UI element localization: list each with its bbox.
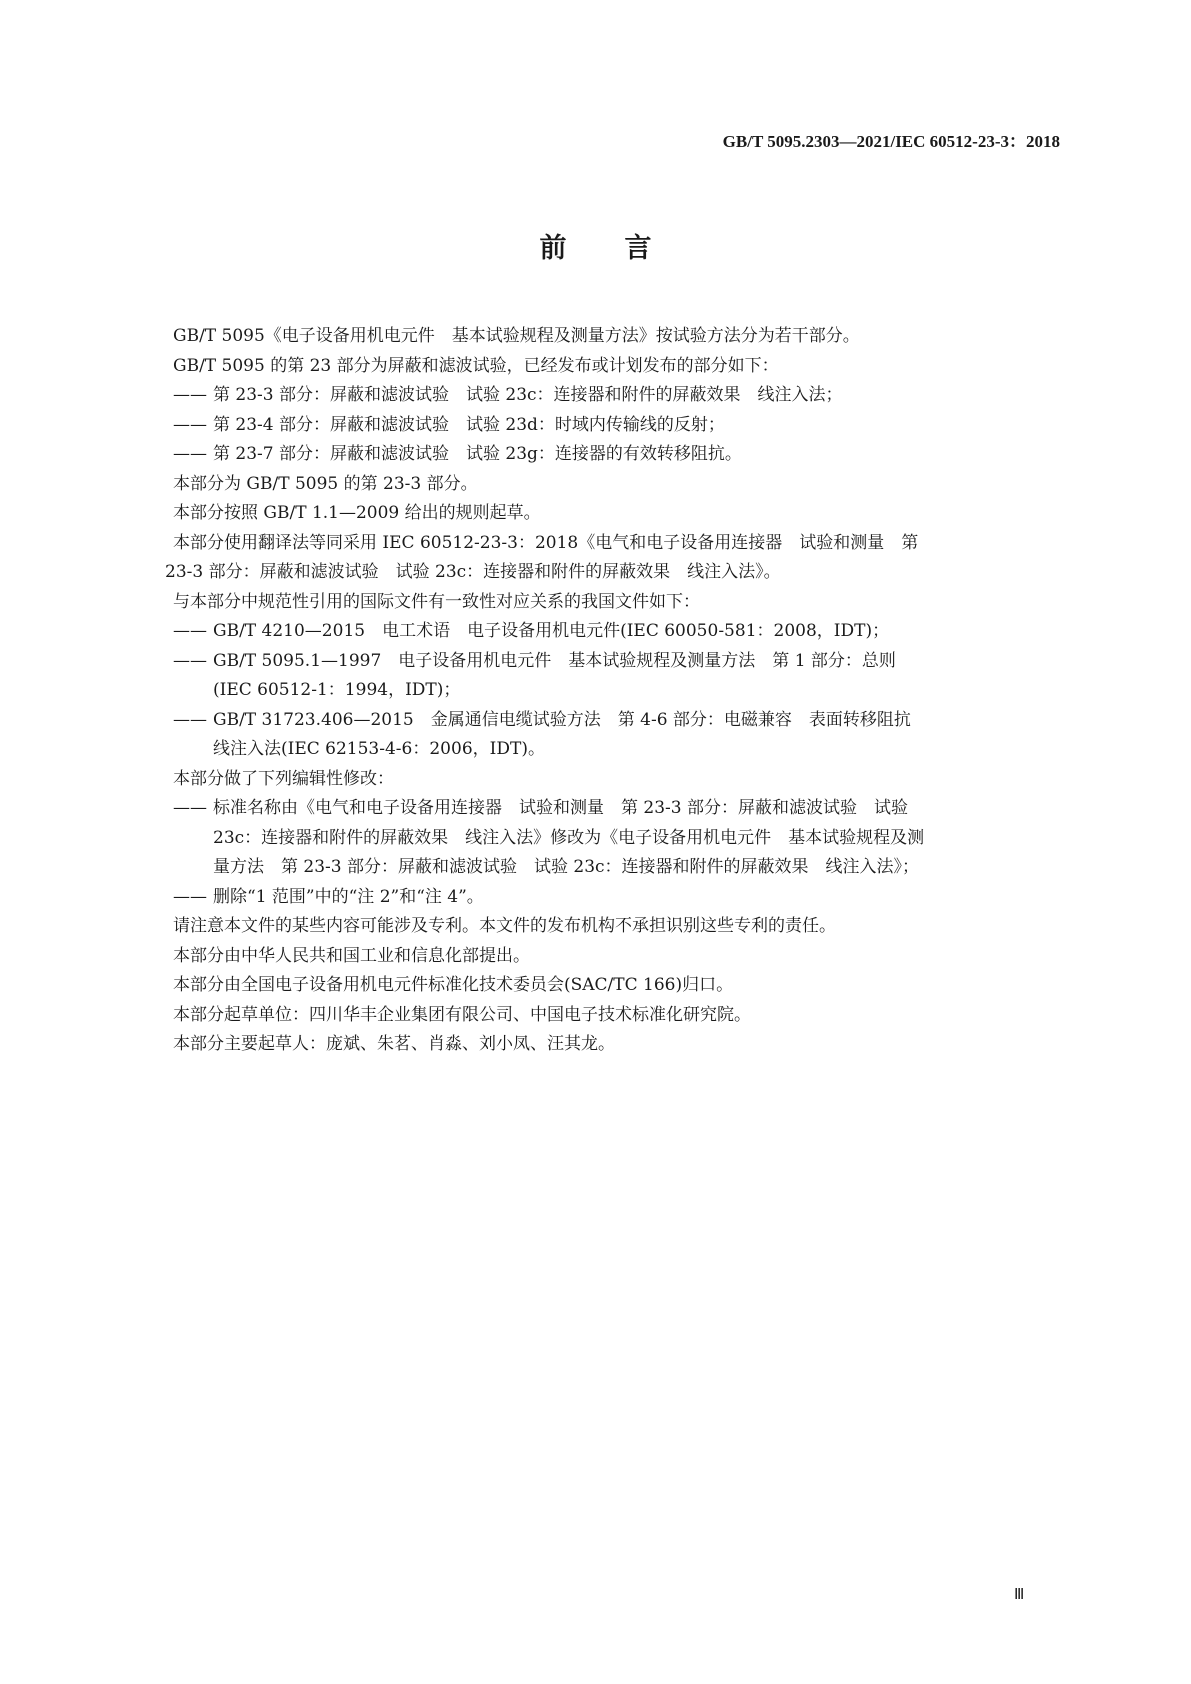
paragraph: 本部分使用翻译法等同采用 IEC 60512-23-3：2018《电气和电子设备用连接器 试验和测量 第 xyxy=(173,532,919,553)
list-item-text: 删除“1 范围”中的“注 2”和“注 4”。 xyxy=(213,886,484,907)
standard-id: GB/T 5095.2303—2021/IEC 60512-23-3：2018 xyxy=(722,132,1060,151)
paragraph: 本部分起草单位：四川华丰企业集团有限公司、中国电子技术标准化研究院。 xyxy=(173,1004,751,1025)
list-item-continuation: (IEC 60512-1：1994，IDT)； xyxy=(213,680,461,700)
list-item xyxy=(173,706,1058,736)
paragraph: 本部分做了下列编辑性修改： xyxy=(173,768,394,789)
list-item xyxy=(173,381,1058,411)
paragraph: GB/T 5095《电子设备用机电元件 基本试验规程及测量方法》按试验方法分为若干部分。 xyxy=(173,326,860,346)
paragraph: 本部分按照 GB/T 1.1—2009 给出的规则起草。 xyxy=(173,503,541,523)
paragraph: 本部分主要起草人：庞斌、朱茗、肖淼、刘小凤、汪其龙。 xyxy=(173,1034,615,1054)
list-item xyxy=(173,647,1058,677)
list-item-text: 标准名称由《电气和电子设备用连接器 试验和测量 第 23-3 部分：屏蔽和滤波试验 试验 xyxy=(213,798,908,818)
page-title: 前言 xyxy=(539,233,710,264)
document-body xyxy=(165,322,1058,1060)
list-item-text: 第 23-3 部分：屏蔽和滤波试验 试验 23c：连接器和附件的屏蔽效果 线注入法； xyxy=(213,385,843,405)
list-dash: —— xyxy=(173,385,207,405)
list-item xyxy=(173,794,1058,824)
list-dash: —— xyxy=(173,621,207,641)
list-item xyxy=(173,883,1058,913)
list-item-continuation: 线注入法(IEC 62153-4-6：2006，IDT)。 xyxy=(213,739,545,759)
list-dash: —— xyxy=(173,886,207,907)
paragraph: 本部分为 GB/T 5095 的第 23-3 部分。 xyxy=(173,473,478,494)
list-dash: —— xyxy=(173,414,207,435)
list-item-continuation: 量方法 第 23-3 部分：屏蔽和滤波试验 试验 23c：连接器和附件的屏蔽效果 线注入法》； xyxy=(213,857,920,877)
list-item xyxy=(173,440,1058,470)
list-item-text: GB/T 31723.406—2015 金属通信电缆试验方法 第 4-6 部分：电磁兼容 表面转移阻抗 xyxy=(213,709,911,730)
paragraph: 请注意本文件的某些内容可能涉及专利。本文件的发布机构不承担识别这些专利的责任。 xyxy=(173,916,836,936)
paragraph-continuation: 23-3 部分：屏蔽和滤波试验 试验 23c：连接器和附件的屏蔽效果 线注入法》。 xyxy=(165,562,781,582)
paragraph: 本部分由全国电子设备用机电元件标准化技术委员会(SAC/TC 166)归口。 xyxy=(173,975,734,995)
page-number: Ⅲ xyxy=(1014,1587,1025,1603)
list-item-text: 第 23-7 部分：屏蔽和滤波试验 试验 23g：连接器的有效转移阻抗。 xyxy=(213,444,742,464)
list-item-text: GB/T 4210—2015 电工术语 电子设备用机电元件(IEC 60050-581：2008，IDT)； xyxy=(213,621,890,641)
paragraph: 与本部分中规范性引用的国际文件有一致性对应关系的我国文件如下： xyxy=(173,591,700,612)
list-item xyxy=(173,411,1058,441)
list-dash: —— xyxy=(173,709,207,730)
list-dash: —— xyxy=(173,444,207,464)
standard-header xyxy=(723,127,1060,152)
list-item-text: 第 23-4 部分：屏蔽和滤波试验 试验 23d：时域内传输线的反射； xyxy=(213,414,725,435)
paragraph: GB/T 5095 的第 23 部分为屏蔽和滤波试验，已经发布或计划发布的部分如下： xyxy=(173,355,779,376)
list-item-text: GB/T 5095.1—1997 电子设备用机电元件 基本试验规程及测量方法 第 1 部分：总则 xyxy=(213,650,896,671)
list-dash: —— xyxy=(173,650,207,671)
list-item xyxy=(173,617,1058,647)
list-dash: —— xyxy=(173,798,207,818)
list-item-continuation: 23c：连接器和附件的屏蔽效果 线注入法》修改为《电子设备用机电元件 基本试验规程及测 xyxy=(213,827,925,848)
paragraph: 本部分由中华人民共和国工业和信息化部提出。 xyxy=(173,945,530,966)
